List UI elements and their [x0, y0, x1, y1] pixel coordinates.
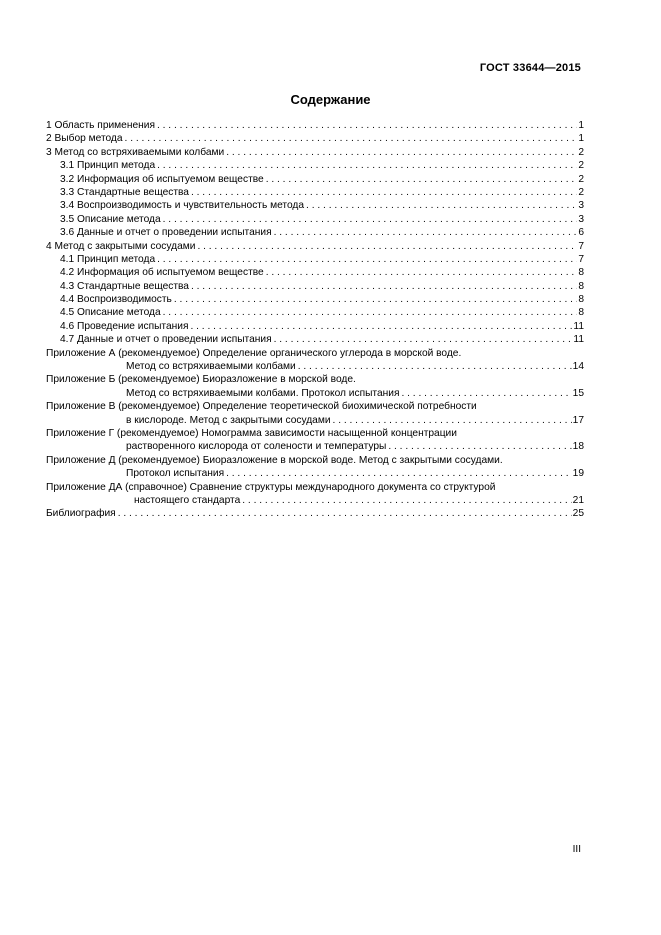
toc-leader: [266, 266, 578, 279]
toc-entry-page: 15: [572, 387, 584, 399]
toc-leader: [333, 414, 572, 427]
toc-entry-page: 7: [578, 240, 584, 252]
toc-entry-text: 3 Метод со встряхиваемыми колбами: [46, 146, 225, 158]
toc-entry[interactable]: [46, 226, 584, 239]
toc-entry-text: 3.3 Стандартные вещества: [60, 186, 189, 198]
toc-leader: [125, 132, 578, 145]
toc-entry[interactable]: [46, 333, 584, 346]
toc-entry[interactable]: [46, 173, 584, 186]
toc-leader: [197, 240, 577, 253]
toc-leader: [266, 173, 578, 186]
toc-entry-text: 1 Область применения: [46, 120, 155, 131]
toc-leader: [190, 320, 572, 333]
toc-entry-text: настоящего стандарта: [134, 494, 241, 506]
toc-leader: [174, 293, 577, 306]
toc-entry[interactable]: [46, 494, 584, 507]
toc-entry-page: 11: [573, 334, 584, 346]
toc-leader: [242, 494, 571, 507]
toc-entry-text: 3.6 Данные и отчет о проведении испытания: [60, 227, 272, 239]
toc-leader: [163, 306, 578, 319]
toc-entry-text: 2 Выбор метода: [46, 133, 123, 145]
toc-entry-text: 3.5 Описание метода: [60, 213, 161, 225]
toc-entry-page: 2: [578, 186, 584, 198]
toc-leader: [118, 507, 572, 520]
toc-entry-text: 4.1 Принцип метода: [60, 253, 156, 265]
toc-entry[interactable]: [46, 266, 584, 279]
toc-entry-text: Метод со встряхиваемыми колбами. Протокол испытания: [126, 387, 400, 399]
toc-entry-text: растворенного кислорода от солености и температуры: [126, 441, 387, 453]
toc-entry[interactable]: [46, 400, 584, 413]
toc-entry-text: Приложение ДА (справочное) Сравнение структуры международного документа со структурой: [46, 481, 496, 493]
toc-entry[interactable]: [46, 467, 584, 480]
toc-entry-page: 18: [572, 441, 584, 453]
toc-entry-text: 4.5 Описание метода: [60, 307, 161, 319]
toc-entry-page: 25: [572, 508, 584, 520]
toc-leader: [401, 387, 571, 400]
toc-entry[interactable]: [46, 213, 584, 226]
toc-entry-page: 11: [573, 320, 584, 332]
toc-leader: [157, 253, 577, 266]
toc-leader: [191, 280, 577, 293]
toc-entry-text: Приложение В (рекомендуемое) Определение теоретической биохимической потребности: [46, 401, 477, 413]
toc-entry[interactable]: [46, 293, 584, 306]
toc-entry-text: 4 Метод с закрытыми сосудами: [46, 240, 196, 252]
toc-entry[interactable]: [46, 280, 584, 293]
toc-entry-text: 3.1 Принцип метода: [60, 160, 156, 172]
toc-entry-page: 1: [578, 133, 584, 145]
toc-entry-page: 1: [578, 120, 584, 131]
toc-entry-page: 2: [578, 146, 584, 158]
toc-entry-page: 8: [578, 294, 584, 306]
toc-entry-page: 17: [572, 414, 584, 426]
toc-entry-page: 3: [578, 213, 584, 225]
toc-entry[interactable]: [46, 360, 584, 373]
toc-entry-text: Приложение Г (рекомендуемое) Номограмма зависимости насыщенной концентрации: [46, 427, 457, 439]
toc-entry-text: Протокол испытания: [126, 468, 225, 480]
toc-entry[interactable]: [46, 373, 584, 386]
toc-entry[interactable]: [46, 253, 584, 266]
toc-leader: [298, 360, 572, 373]
toc-leader: [163, 213, 578, 226]
toc-entry-page: 2: [578, 173, 584, 185]
toc-entry[interactable]: [46, 454, 584, 467]
toc-entry[interactable]: [46, 440, 584, 453]
toc-entry-page: 3: [578, 200, 584, 212]
toc-entry-text: 3.2 Информация об испытуемом веществе: [60, 173, 264, 185]
toc-entry-text: 4.7 Данные и отчет о проведении испытания: [60, 334, 272, 346]
toc-entry[interactable]: [46, 320, 584, 333]
toc-leader: [191, 186, 577, 199]
toc-entry-page: 8: [578, 307, 584, 319]
toc-entry-page: 2: [578, 160, 584, 172]
toc-leader: [226, 467, 572, 480]
table-of-contents: [46, 119, 584, 521]
toc-entry[interactable]: [46, 481, 584, 494]
toc-entry-page: 8: [578, 280, 584, 292]
toc-entry-text: 3.4 Воспроизводимость и чувствительность метода: [60, 200, 305, 212]
toc-entry-page: 7: [578, 253, 584, 265]
toc-entry-text: 4.6 Проведение испытания: [60, 320, 189, 332]
toc-entry-text: Приложение А (рекомендуемое) Определение органического углерода в морской воде.: [46, 347, 462, 359]
toc-entry-text: 4.4 Воспроизводимость: [60, 294, 172, 306]
page-number: III: [572, 844, 581, 855]
toc-entry[interactable]: [46, 306, 584, 319]
toc-entry-page: 8: [578, 267, 584, 279]
toc-leader: [306, 199, 577, 212]
toc-entry-text: 4.3 Стандартные вещества: [60, 280, 189, 292]
toc-leader: [226, 146, 577, 159]
toc-entry-text: Библиография: [46, 508, 116, 520]
toc-entry[interactable]: [46, 414, 584, 427]
toc-leader: [157, 119, 577, 132]
toc-entry-page: 19: [572, 468, 584, 480]
toc-entry-page: 14: [572, 361, 584, 373]
toc-entry[interactable]: [46, 132, 584, 145]
page-title: Содержание: [290, 92, 371, 107]
toc-entry[interactable]: [46, 427, 584, 440]
toc-entry[interactable]: [46, 387, 584, 400]
toc-leader: [157, 159, 577, 172]
toc-entry[interactable]: [46, 159, 584, 172]
toc-entry[interactable]: [46, 119, 584, 132]
toc-entry-text: Приложение Д (рекомендуемое) Биоразложение в морской воде. Метод с закрытыми сосудами.: [46, 454, 503, 466]
toc-entry[interactable]: [46, 146, 584, 159]
toc-entry[interactable]: [46, 186, 584, 199]
toc-entry-text: Приложение Б (рекомендуемое) Биоразложение в морской воде.: [46, 374, 356, 386]
toc-entry-page: 21: [572, 494, 584, 506]
toc-entry[interactable]: [46, 199, 584, 212]
toc-entry-text: 4.2 Информация об испытуемом веществе: [60, 267, 264, 279]
toc-entry-text: в кислороде. Метод с закрытыми сосудами: [126, 414, 331, 426]
toc-entry-page: 6: [578, 227, 584, 239]
toc-entry[interactable]: [46, 507, 584, 520]
toc-entry[interactable]: [46, 347, 584, 360]
toc-leader: [274, 226, 578, 239]
toc-leader: [274, 333, 573, 346]
toc-leader: [388, 440, 571, 453]
toc-entry[interactable]: [46, 240, 584, 253]
toc-entry-text: Метод со встряхиваемыми колбами: [126, 361, 296, 373]
document-code: ГОСТ 33644—2015: [479, 62, 581, 74]
